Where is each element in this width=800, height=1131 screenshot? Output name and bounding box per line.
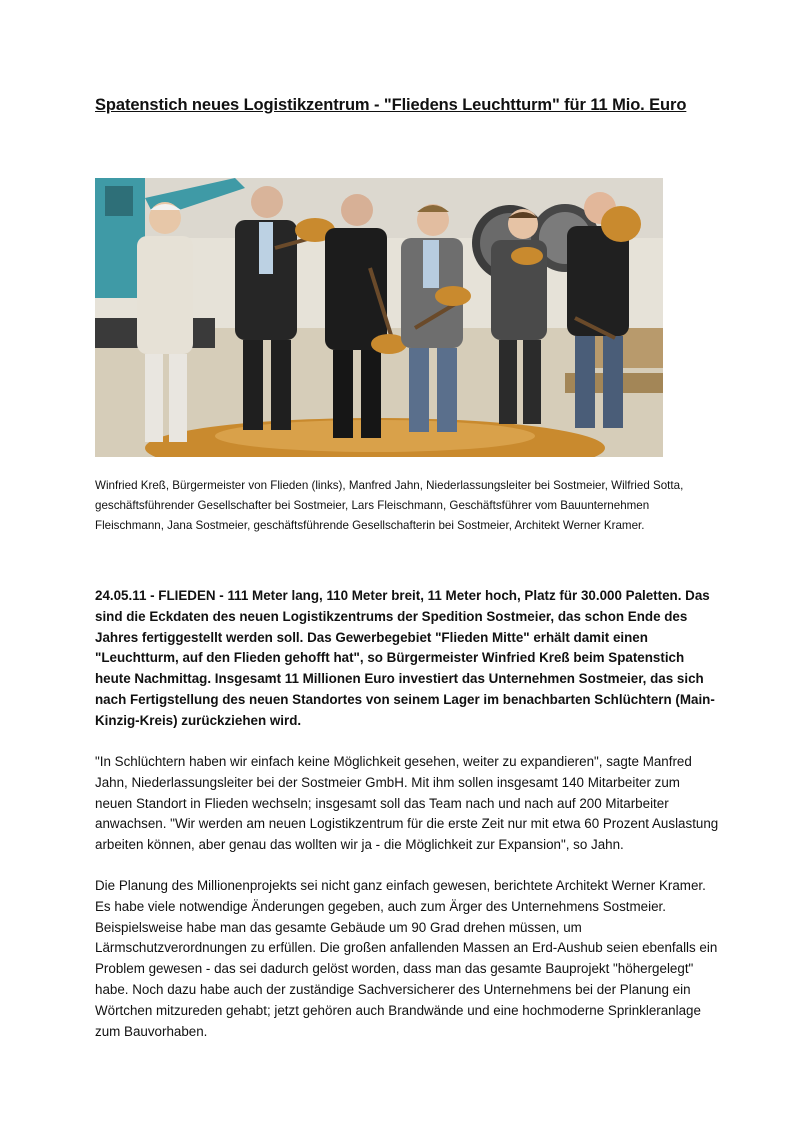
article-paragraph: "In Schlüchtern haben wir einfach keine Möglichkeit gesehen, weiter zu expandieren", sagte Manfred Jahn, Niederlassungsleiter bei der Sostmeier GmbH. Mit ihm sollen insgesamt 140 Mitarbeiter zum neuen Standort in Flieden wechseln; insgesamt soll das Team nach und nach auf 200 Mitarbeiter anwachsen. "Wir werden am neuen Logistikzentrum für die erste Zeit nur mit etwa 60 Prozent Auslastung arbeiten können, aber genau das wollten wir ja - die Möglichkeit zur Expansion", so Jahn. [95, 754, 719, 853]
article-lead: 24.05.11 - FLIEDEN - 111 Meter lang, 110 Meter breit, 11 Meter hoch, Platz für 30.000 Paletten. Das sind die Eckdaten des neuen Logistikzentrums der Spedition Sostmeier, das schon Ende des Jahres fertiggestellt werden soll. Das Gewerbegebiet "Flieden Mitte" erhält damit einen "Leuchtturm, auf den Flieden gehofft hat", so Bürgermeister Winfried Kreß beim Spatenstich heute Nachmittag. Insgesamt 11 Millionen Euro investiert das Unternehmen Sostmeier, das sich nach Fertigstellung des neuen Standortes von seinem Lager im benachbarten Schlüchtern (Main-Kinzig-Kreis) zurückziehen wird. [95, 588, 715, 728]
photo-caption: Winfried Kreß, Bürgermeister von Flieden (links), Manfred Jahn, Niederlassungsleiter bei Sostmeier, Wilfried Sotta, geschäftsführender Gesellschafter bei Sostmeier, Lars Fleischmann, Geschäftsführer vom Bauunternehmen Fleischmann, Jana Sostmeier, geschäftsführende Gesellschafterin bei Sostmeier, Architekt Werner Kramer. [95, 479, 684, 532]
groundbreaking-photo [95, 178, 663, 457]
article-paragraph: Die Planung des Millionenprojekts sei nicht ganz einfach gewesen, berichtete Architekt Werner Kramer. Es habe viele notwendige Änderungen gegeben, auch zum Ärger des Unternehmens Sostmeier. Beispielsweise habe man das gesamte Gebäude um 90 Grad drehen müssen, um Lärmschutzverordnungen zu erfüllen. Die großen anfallenden Massen an Erd-Aushub seien ebenfalls ein Problem gewesen - das sei dadurch gelöst worden, dass man das gesamte Bauprojekt "höhergelegt" habe. Noch dazu habe auch der zuständige Sachversicherer des Unternehmens bei der Planung ein Wörtchen mitzureden gehabt; jetzt gehören auch Brandwände und eine hochmoderne Sprinkleranlage zum Bauvorhaben. [95, 878, 718, 1039]
article-photo [95, 178, 663, 457]
article-title: Spatenstich neues Logistikzentrum - "Fliedens Leuchtturm" für 11 Mio. Euro [95, 96, 687, 114]
